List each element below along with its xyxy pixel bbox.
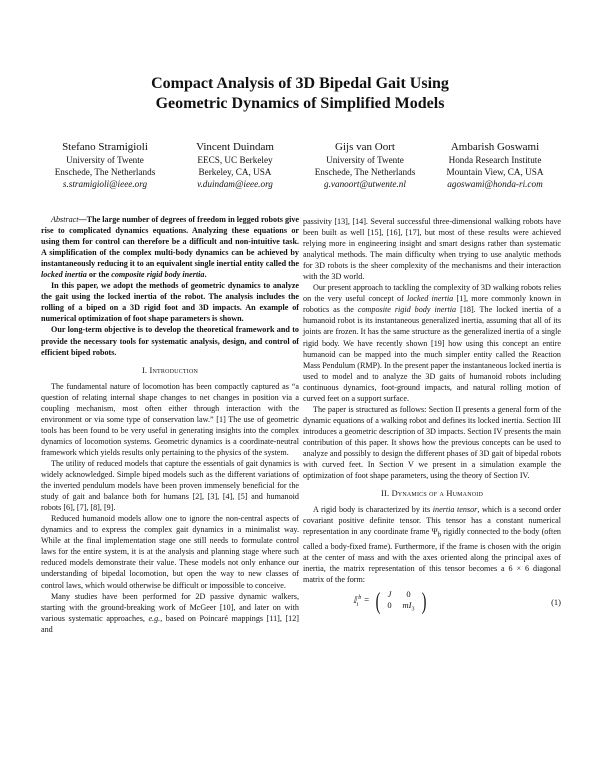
section-numeral: I. [141,365,150,375]
author-1 [40,140,170,190]
body-text: rigidly connected to the body (often called a body-fixed frame). Furthermore, if the frame is chosen with the origin at the center of mass and with the axes oriented along the principal axes of inertia, the matrix representation of this tensor becomes a 6 × 6 diagonal matrix of the form: [303,527,561,585]
author-4 [430,140,560,190]
term-locked-inertia: locked inertia [41,270,87,280]
author-2 [170,140,300,190]
author-affiliation: University of Twente [66,155,144,165]
author-affiliation: University of Twente [326,155,404,165]
author-affiliation: EECS, UC Berkeley [197,155,273,165]
section-heading-dynamics [303,488,561,499]
matrix-cell-mi: mI [402,599,412,610]
author-location: Berkeley, CA, USA [198,167,272,177]
section-heading-introduction [41,365,299,376]
intro-paragraph-1: The fundamental nature of locomotion has been compactly captured as “a question of relating internal shape changes to net changes in position via a coupling mechanism, most often either through interaction with the environment or via some type of conservation law.” [1] The use of geometric tools has been found to be very useful in generating insights into the complex dynamics of locomotion systems. Geometric dynamics is a coordinate-neutral framework which yields results only pertaining to the physics of the system. [41,381,299,457]
author-3 [300,140,430,190]
left-paren-icon: ( [375,589,380,616]
body-text: , which is a second order covariant positive definite tensor. This tensor has a constant numerical representation in any coordinate frame Ψ [303,505,561,537]
body-text: [18]. The locked inertia of a humanoid robot is its instantaneous generalized inertia, assuming that all of its joints are frozen. It has the same structure as the generalized inertia of a single rigid body. We have recently shown [19] how using this concept an entire humanoid can be mapped into the much simpler entity called the Reaction Mass Pendulum (RMP). In the present paper the instantaneous locked inertia is used to model and to analyze the 3D gaits of humanoid robots including continuous dynamics, foot-ground impacts, and natural rolling motion of curved feet on a support surface. [303,305,561,403]
inertia-subscript: i [356,602,359,608]
author-location: Mountain View, CA, USA [446,167,544,177]
intro-text: , based on Poincaré mappings [11], [12] and [41,613,299,634]
term-composite-rigid-body-inertia: composite rigid body inertia [357,305,457,315]
equation-1 [303,589,561,615]
equation-number: (1) [551,596,561,607]
author-email: v.duindam@ieee.org [197,179,273,189]
diagonal-matrix [374,589,428,616]
right-paragraph-2 [303,282,561,404]
author-email: s.stramigioli@ieee.org [62,179,148,189]
abstract-paragraph-2: In this paper, we adopt the methods of geometric dynamics to analyze the gait using the locked inertia of the robot. The analysis includes the rolling of a biped on a 3D rigid foot and 3D impacts. An example of numerical optimization of foot shape parameters is shown. [41,281,299,324]
matrix-cells [382,589,420,616]
author-name: Gijs van Oort [335,141,395,153]
author-email: g.vanoort@utwente.nl [324,179,406,189]
abstract-paragraph-3: Our long-term objective is to develop the theoretical framework and to provide the necessary tools for systematic analysis, design, and control of efficient biped robots. [41,325,299,357]
right-column [303,216,561,615]
abstract-text: . [204,270,207,280]
matrix-cell: 0 [387,599,392,610]
term-composite-rigid-body-inertia: composite rigid body inertia [111,270,205,280]
abstract-label: Abstract [51,215,79,224]
matrix-cell: 0 [406,588,411,599]
author-location: Enschede, The Netherlands [314,167,416,177]
title-line-2: Geometric Dynamics of Simplified Models [155,95,445,112]
inertia-superscript: b [358,595,362,602]
right-paren-icon: ) [421,589,426,616]
author-location: Enschede, The Netherlands [54,167,156,177]
identity-subscript: 3 [411,606,415,613]
author-email: agoswami@honda-ri.com [447,179,543,189]
body-text: A rigid body is characterized by its [313,505,433,515]
term-inertia-tensor: inertia tensor [432,505,478,515]
abstract-text: —The large number of degrees of freedom in legged robots give rise to complicated dynamics equations. Analyzing these equations or using them for control can therefore be a difficult and non-intuitive task. A simplification of the complex multi-body dynamics can be achieved by instantaneously reducing it to an equivalent single inertial entity called the [41,215,299,269]
abstract-paragraph-1 [41,214,299,280]
section-title: Introduction [149,365,199,375]
equation-lhs [353,593,370,611]
body-text: [1], more commonly known in robotics as the [303,294,562,315]
equals-sign: = [361,595,370,606]
author-block [40,140,560,190]
section-numeral: II. [380,489,392,499]
section-title: Dynamics of a Humanoid [391,489,484,499]
frame-subscript: b [437,531,441,539]
intro-paragraph-2: The utility of reduced models that capture the essentials of gait dynamics is widely acknowledged. Simple biped models such as the different variations of the inverted pendulum models have been proven immensely beneficial for the study of gait and balance both for humans [2], [3], [4], [5] and humanoid robots [6], [7], [8], [9]. [41,458,299,513]
author-affiliation: Honda Research Institute [448,155,542,165]
inertia-symbol: 𝕀 [353,595,357,606]
right-paragraph-1: passivity [13], [14]. Several successful three-dimensional walking robots have been built as well [15], [16], [17], but most of these results were achieved relying more in engineering insight and smart designs rather than systematic analytical methods. The main difficulty when trying to use analytic methods for 3D robots is the sheer complexity of the mechanisms and their interaction with the 3D world. [303,217,561,282]
body-text: Our present approach to tackling the complexity of 3D walking robots relies on the very useful concept of [303,283,561,304]
abstract-text: or the [86,270,112,280]
right-paragraph-3: The paper is structured as follows: Section II presents a general form of the dynamic equations of a walking robot and defines its locked inertia. Section III introduces a geometric description of 3D impacts. Section IV presents the main contribution of this paper. It shows how the previous concepts can be used to analyze and possibly to design the different phases of 3D gait of bipedal robots with curved feet. In Section V we present in a simulation example the optimization of foot shape parameters, using the theory of Section IV. [303,404,561,481]
dynamics-paragraph-1 [303,504,561,585]
intro-eg: e.g. [148,613,161,623]
matrix-cell [398,600,420,616]
intro-paragraph-3: Reduced humanoid models allow one to ignore the non-central aspects of dynamics and to express the complex gait dynamics in a minimalist way. While at the final implementation stage one still needs to formulate control laws for the entire system, it is at the analysis and planning stage where such reduced models demonstrate their value. These models not only enhance our understanding of bipedal locomotion, but open the way to new classes of control laws, which would otherwise be difficult or impossible to conceive. [41,514,299,590]
intro-paragraph-4 [41,591,299,635]
author-name: Vincent Duindam [196,141,274,153]
author-name: Stefano Stramigioli [62,141,148,153]
intro-text: Many studies have been performed for 2D passive dynamic walkers, starting with the ground-breaking work of McGeer [10], and later on with various systematic approaches, [41,591,299,623]
term-locked-inertia: locked inertia [407,294,454,304]
matrix-cell: J [387,588,392,599]
author-name: Ambarish Goswami [450,141,540,153]
paper-title [60,74,540,114]
title-line-1: Compact Analysis of 3D Bipedal Gait Using [151,75,449,92]
left-column [41,214,299,635]
